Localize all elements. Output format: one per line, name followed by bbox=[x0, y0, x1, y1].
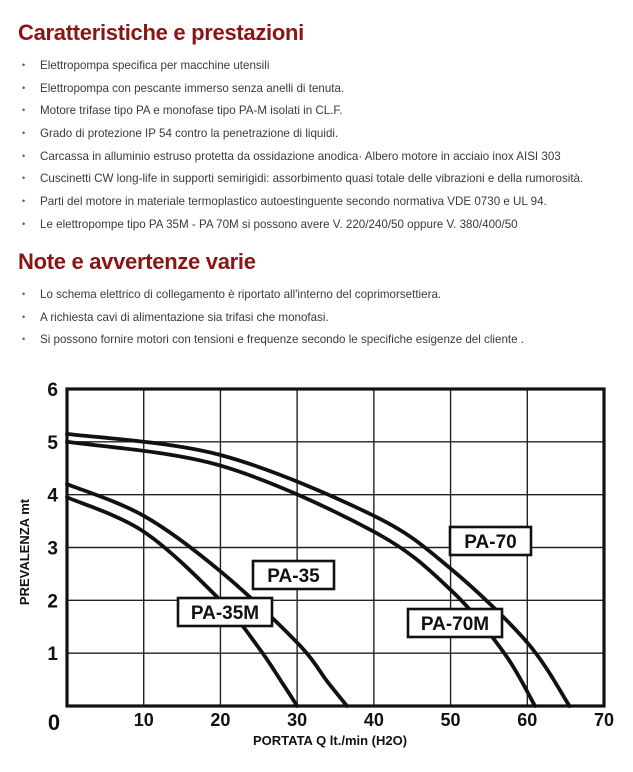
bullet-icon: • bbox=[22, 150, 26, 161]
chart-ticks bbox=[47, 380, 614, 735]
y-tick-label: 5 bbox=[47, 432, 58, 454]
pump-performance-chart bbox=[0, 372, 633, 772]
list-item bbox=[22, 80, 583, 103]
y-tick-label: 2 bbox=[47, 591, 58, 613]
list-item-text: Parti del motore in materiale termoplastico autoestinguente secondo normativa VDE 0730 e UL 94. bbox=[40, 195, 547, 209]
list-item-text: Elettropompa con pescante immerso senza anelli di tenuta. bbox=[40, 81, 345, 95]
list-item-text: Elettropompa specifica per macchine utensili bbox=[40, 59, 270, 72]
series-label-pa-70 bbox=[450, 527, 531, 555]
features-list bbox=[22, 57, 583, 239]
list-item-text: A richiesta cavi di alimentazione sia trifasi che monofasi. bbox=[40, 310, 329, 324]
y-axis-label: PREVALENZA mt bbox=[17, 498, 32, 606]
x-tick-label: 10 bbox=[133, 710, 154, 730]
bullet-icon: • bbox=[22, 60, 26, 70]
x-tick-label: 0 bbox=[47, 710, 61, 735]
list-item bbox=[22, 216, 583, 239]
bullet-icon: • bbox=[22, 105, 26, 116]
y-tick-label: 4 bbox=[47, 485, 58, 507]
list-item-text: Motore trifase tipo PA e monofase tipo PA-M isolati in CL.F. bbox=[40, 104, 343, 118]
bullet-icon: • bbox=[22, 82, 26, 93]
section-title-features: Caratteristiche e prestazioni bbox=[18, 20, 304, 45]
x-tick-label: 30 bbox=[287, 710, 308, 730]
series-label-text: PA-70M bbox=[420, 614, 490, 635]
section-title-notes: Note e avvertenze varie bbox=[18, 249, 256, 274]
series-label-text: PA-35M bbox=[190, 603, 260, 624]
y-tick-label: 6 bbox=[47, 380, 58, 401]
bullet-icon: • bbox=[22, 334, 26, 345]
list-item-text: Cuscinetti CW long-life in supporti semirigidi: assorbimento quasi totale delle vibrazioni e della rumorosità. bbox=[40, 172, 584, 186]
list-item bbox=[22, 170, 583, 193]
bullet-icon: • bbox=[22, 311, 26, 322]
list-item bbox=[22, 125, 583, 148]
x-tick-label: 50 bbox=[440, 710, 461, 730]
x-tick-label: 70 bbox=[593, 710, 615, 730]
x-tick-label: 20 bbox=[210, 710, 231, 730]
list-item bbox=[22, 148, 583, 171]
series-label-pa-35m bbox=[178, 598, 272, 626]
y-tick-label: 1 bbox=[47, 644, 58, 666]
list-item-text: Si possono fornire motori con tensioni e frequenze secondo le specifiche esigenze del cliente . bbox=[40, 333, 525, 347]
bullet-icon: • bbox=[22, 218, 26, 229]
series-label-pa-35 bbox=[253, 561, 334, 589]
list-item bbox=[22, 331, 524, 354]
bullet-icon: • bbox=[22, 173, 26, 184]
list-item bbox=[22, 286, 524, 309]
list-item bbox=[22, 102, 583, 125]
list-item bbox=[22, 193, 583, 216]
series-label-text: PA-70 bbox=[464, 532, 517, 553]
bullet-icon: • bbox=[22, 289, 26, 299]
list-item-text: Carcassa in alluminio estruso protetta da ossidazione anodica· Albero motore in acciaio inox AISI 303 bbox=[40, 149, 561, 163]
bullet-icon: • bbox=[22, 196, 26, 207]
notes-list bbox=[22, 286, 524, 354]
x-tick-label: 60 bbox=[517, 710, 538, 730]
x-tick-label: 40 bbox=[363, 710, 384, 730]
bullet-icon: • bbox=[22, 128, 26, 139]
series-label-pa-70m bbox=[408, 609, 502, 637]
list-item-text: Grado di protezione IP 54 contro la penetrazione di liquidi. bbox=[40, 127, 339, 141]
series-line-pa-35 bbox=[67, 484, 347, 706]
x-axis-label: PORTATA Q lt./min (H2O) bbox=[253, 733, 408, 748]
series-label-text: PA-35 bbox=[267, 566, 320, 587]
y-tick-label: 3 bbox=[47, 538, 58, 560]
list-item-text: Le elettropompe tipo PA 35M - PA 70M si possono avere V. 220/240/50 oppure V. 380/400/50 bbox=[40, 217, 518, 231]
list-item bbox=[22, 57, 583, 80]
list-item-text: Lo schema elettrico di collegamento è riportato all'interno del coprimorsettiera. bbox=[40, 288, 442, 301]
list-item bbox=[22, 309, 524, 332]
